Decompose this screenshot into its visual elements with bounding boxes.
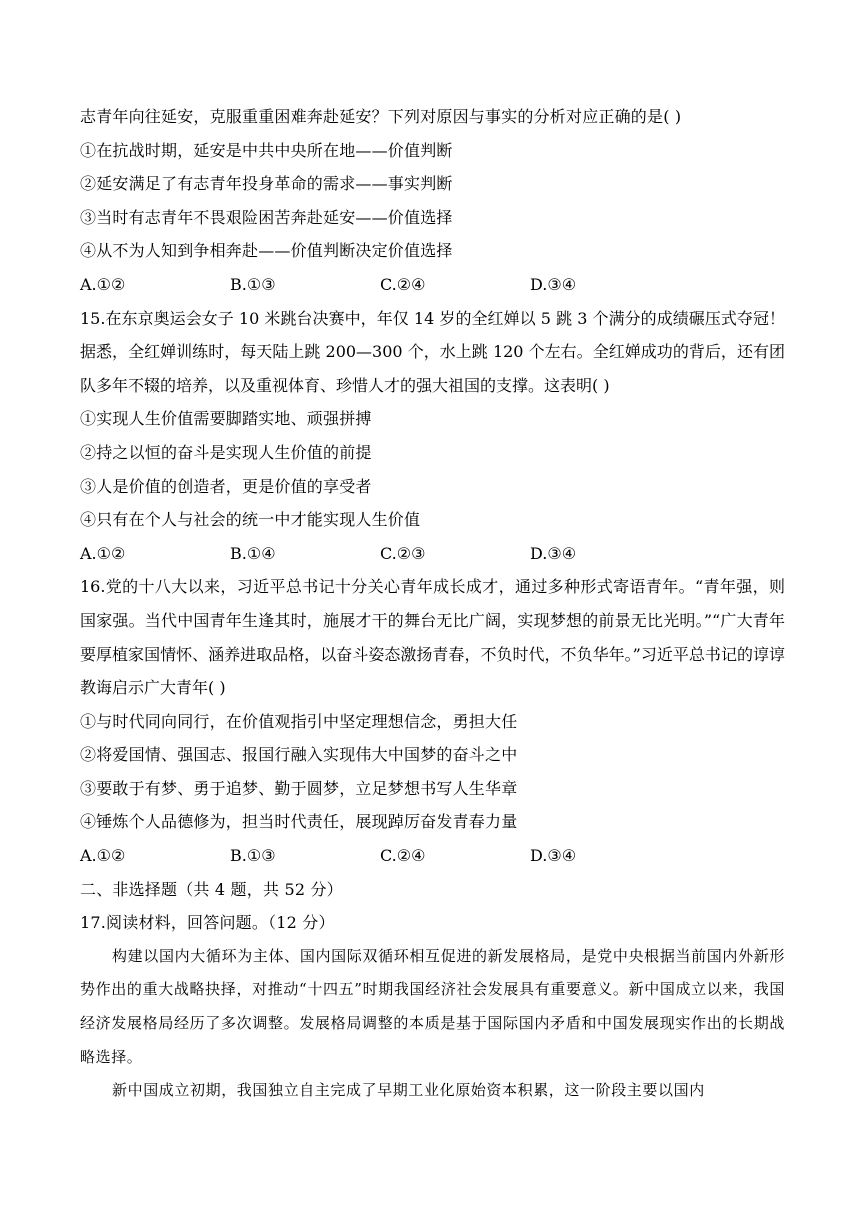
option-d: D.③④ bbox=[530, 543, 577, 563]
option-d: D.③④ bbox=[530, 846, 577, 866]
statement-1: ①实现人生价值需要脚踏实地、顽强拼搏 bbox=[80, 409, 372, 429]
material-paragraph-1: 构建以国内大循环为主体、国内国际双循环相互促进的新发展格局，是党中央根据当前国内外新形势作出的重大战略抉择，对推动“十四五”时期我国经济社会发展具有重要意义。新中国成立以来，我国经济发展格局经历了多次调整。发展格局调整的本质是基于国际国内矛盾和中国发展现实作出的长期战略选择。 bbox=[80, 946, 785, 1066]
question-14-stem-tail: 志青年向往延安，克服重重困难奔赴延安？下列对原因与事实的分析对应正确的是( ) bbox=[80, 107, 682, 126]
statement-4: ④只有在个人与社会的统一中才能实现人生价值 bbox=[80, 510, 421, 530]
statement-1: ①在抗战时期，延安是中共中央所在地——价值判断 bbox=[80, 140, 453, 160]
statement-1: ①与时代同向同行，在价值观指引中坚定理想信念，勇担大任 bbox=[80, 711, 518, 731]
option-a: A.①② bbox=[80, 543, 126, 563]
statement-3: ③要敢于有梦、勇于追梦、勤于圆梦，立足梦想书写人生华章 bbox=[80, 778, 518, 798]
exam-page bbox=[80, 100, 785, 1108]
statement-3: ③人是价值的创造者，更是价值的享受者 bbox=[80, 476, 372, 496]
question-16 bbox=[80, 570, 785, 872]
answer-options bbox=[80, 537, 785, 571]
statement-2: ②持之以恒的奋斗是实现人生价值的前提 bbox=[80, 442, 372, 462]
material-paragraph-2: 新中国成立初期，我国独立自主完成了早期工业化原始资本积累，这一阶段主要以国内 bbox=[112, 1081, 705, 1100]
question-17 bbox=[80, 906, 785, 1108]
question-15-stem: 15.在东京奥运会女子 10 米跳台决赛中，年仅 14 岁的全红婵以 5 跳 3 个满分的成绩碾压式夺冠！据悉，全红婵训练时，每天陆上跳 200—300 个，水上跳 120 个左右。全红婵成功的背后，还有团队多年不辍的培养，以及重视体育、珍惜人才的强大祖国的支撑。这表明( ) bbox=[80, 308, 785, 395]
question-17-stem: 17.阅读材料，回答问题。（12 分） bbox=[80, 913, 335, 933]
statement-4: ④锤炼个人品德修为，担当时代责任，展现踔厉奋发青春力量 bbox=[80, 812, 518, 832]
option-b: B.①③ bbox=[230, 846, 276, 866]
option-c: C.②④ bbox=[380, 846, 426, 866]
option-b: B.①③ bbox=[230, 274, 276, 294]
question-15 bbox=[80, 302, 785, 571]
option-d: D.③④ bbox=[530, 274, 577, 294]
answer-options bbox=[80, 839, 785, 873]
option-a: A.①② bbox=[80, 846, 126, 866]
statement-3: ③当时有志青年不畏艰险困苦奔赴延安——价值选择 bbox=[80, 207, 453, 227]
question-16-stem: 16.党的十八大以来，习近平总书记十分关心青年成长成才，通过多种形式寄语青年。“青年强，则国家强。当代中国青年生逢其时，施展才干的舞台无比广阔，实现梦想的前景无比光明。”“广大青年要厚植家国情怀、涵养进取品格，以奋斗姿态激扬青春，不负时代，不负华年。”习近平总书记的谆谆教诲启示广大青年( ) bbox=[80, 577, 785, 698]
option-c: C.②④ bbox=[380, 274, 426, 294]
option-c: C.②③ bbox=[380, 543, 426, 563]
section-heading: 二、非选择题（共 4 题，共 52 分） bbox=[80, 879, 343, 899]
statement-2: ②延安满足了有志青年投身革命的需求——事实判断 bbox=[80, 174, 453, 194]
statement-4: ④从不为人知到争相奔赴——价值判断决定价值选择 bbox=[80, 241, 453, 261]
statement-2: ②将爱国情、强国志、报国行融入实现伟大中国梦的奋斗之中 bbox=[80, 745, 518, 765]
option-b: B.①④ bbox=[230, 543, 276, 563]
answer-options bbox=[80, 268, 785, 302]
option-a: A.①② bbox=[80, 274, 126, 294]
question-14 bbox=[80, 100, 785, 302]
